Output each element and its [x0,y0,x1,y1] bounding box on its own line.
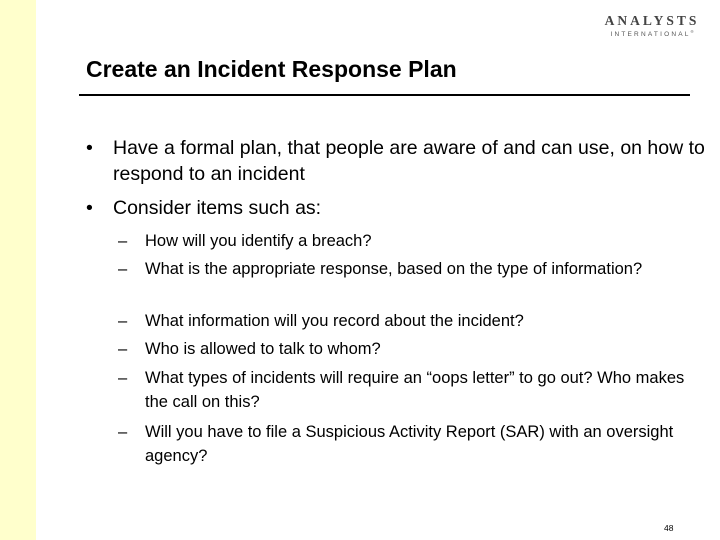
sub-bullet-item [118,229,698,253]
sub-bullet-text: What information will you record about the incident? [145,312,524,330]
bullet-item [86,135,706,187]
sub-bullet-text: What is the appropriate response, based on the type of information? [145,260,643,278]
sub-bullet-marker: – [118,423,128,441]
slide-title: Create an Incident Response Plan [86,56,457,82]
left-accent-bar [0,0,36,540]
sub-bullet-marker: – [118,369,128,387]
bullet-text: Consider items such as: [113,197,322,219]
sub-bullet-marker: – [118,312,128,330]
title-underline [79,94,690,96]
sub-bullet-text: How will you identify a breach? [145,232,372,250]
logo-wordmark-top: ANALYSTS [604,13,700,28]
logo-wordmark-bottom: INTERNATIONAL® [610,28,694,38]
sub-bullet-marker: – [118,340,128,358]
sub-bullet-marker: – [118,232,128,250]
bullet-marker: • [86,197,93,219]
sub-bullet-text: What types of incidents will require an “oops letter” to go out? Who makes the call on this? [145,369,685,411]
bullet-text: Have a formal plan, that people are aware of and can use, on how to respond to an incident [113,137,705,185]
sub-bullet-item [118,257,698,281]
analysts-international-logo [596,14,708,38]
bullet-marker: • [86,137,93,159]
bullet-item [86,195,706,221]
sub-bullet-item [118,337,698,361]
sub-bullet-text: Who is allowed to talk to whom? [145,340,381,358]
sub-bullet-item [118,366,698,414]
sub-bullet-text: Will you have to file a Suspicious Activity Report (SAR) with an oversight agency? [145,423,674,465]
sub-bullet-marker: – [118,260,128,278]
page-number: 48 [664,523,674,533]
sub-bullet-item [118,420,698,468]
sub-bullet-item [118,309,698,333]
